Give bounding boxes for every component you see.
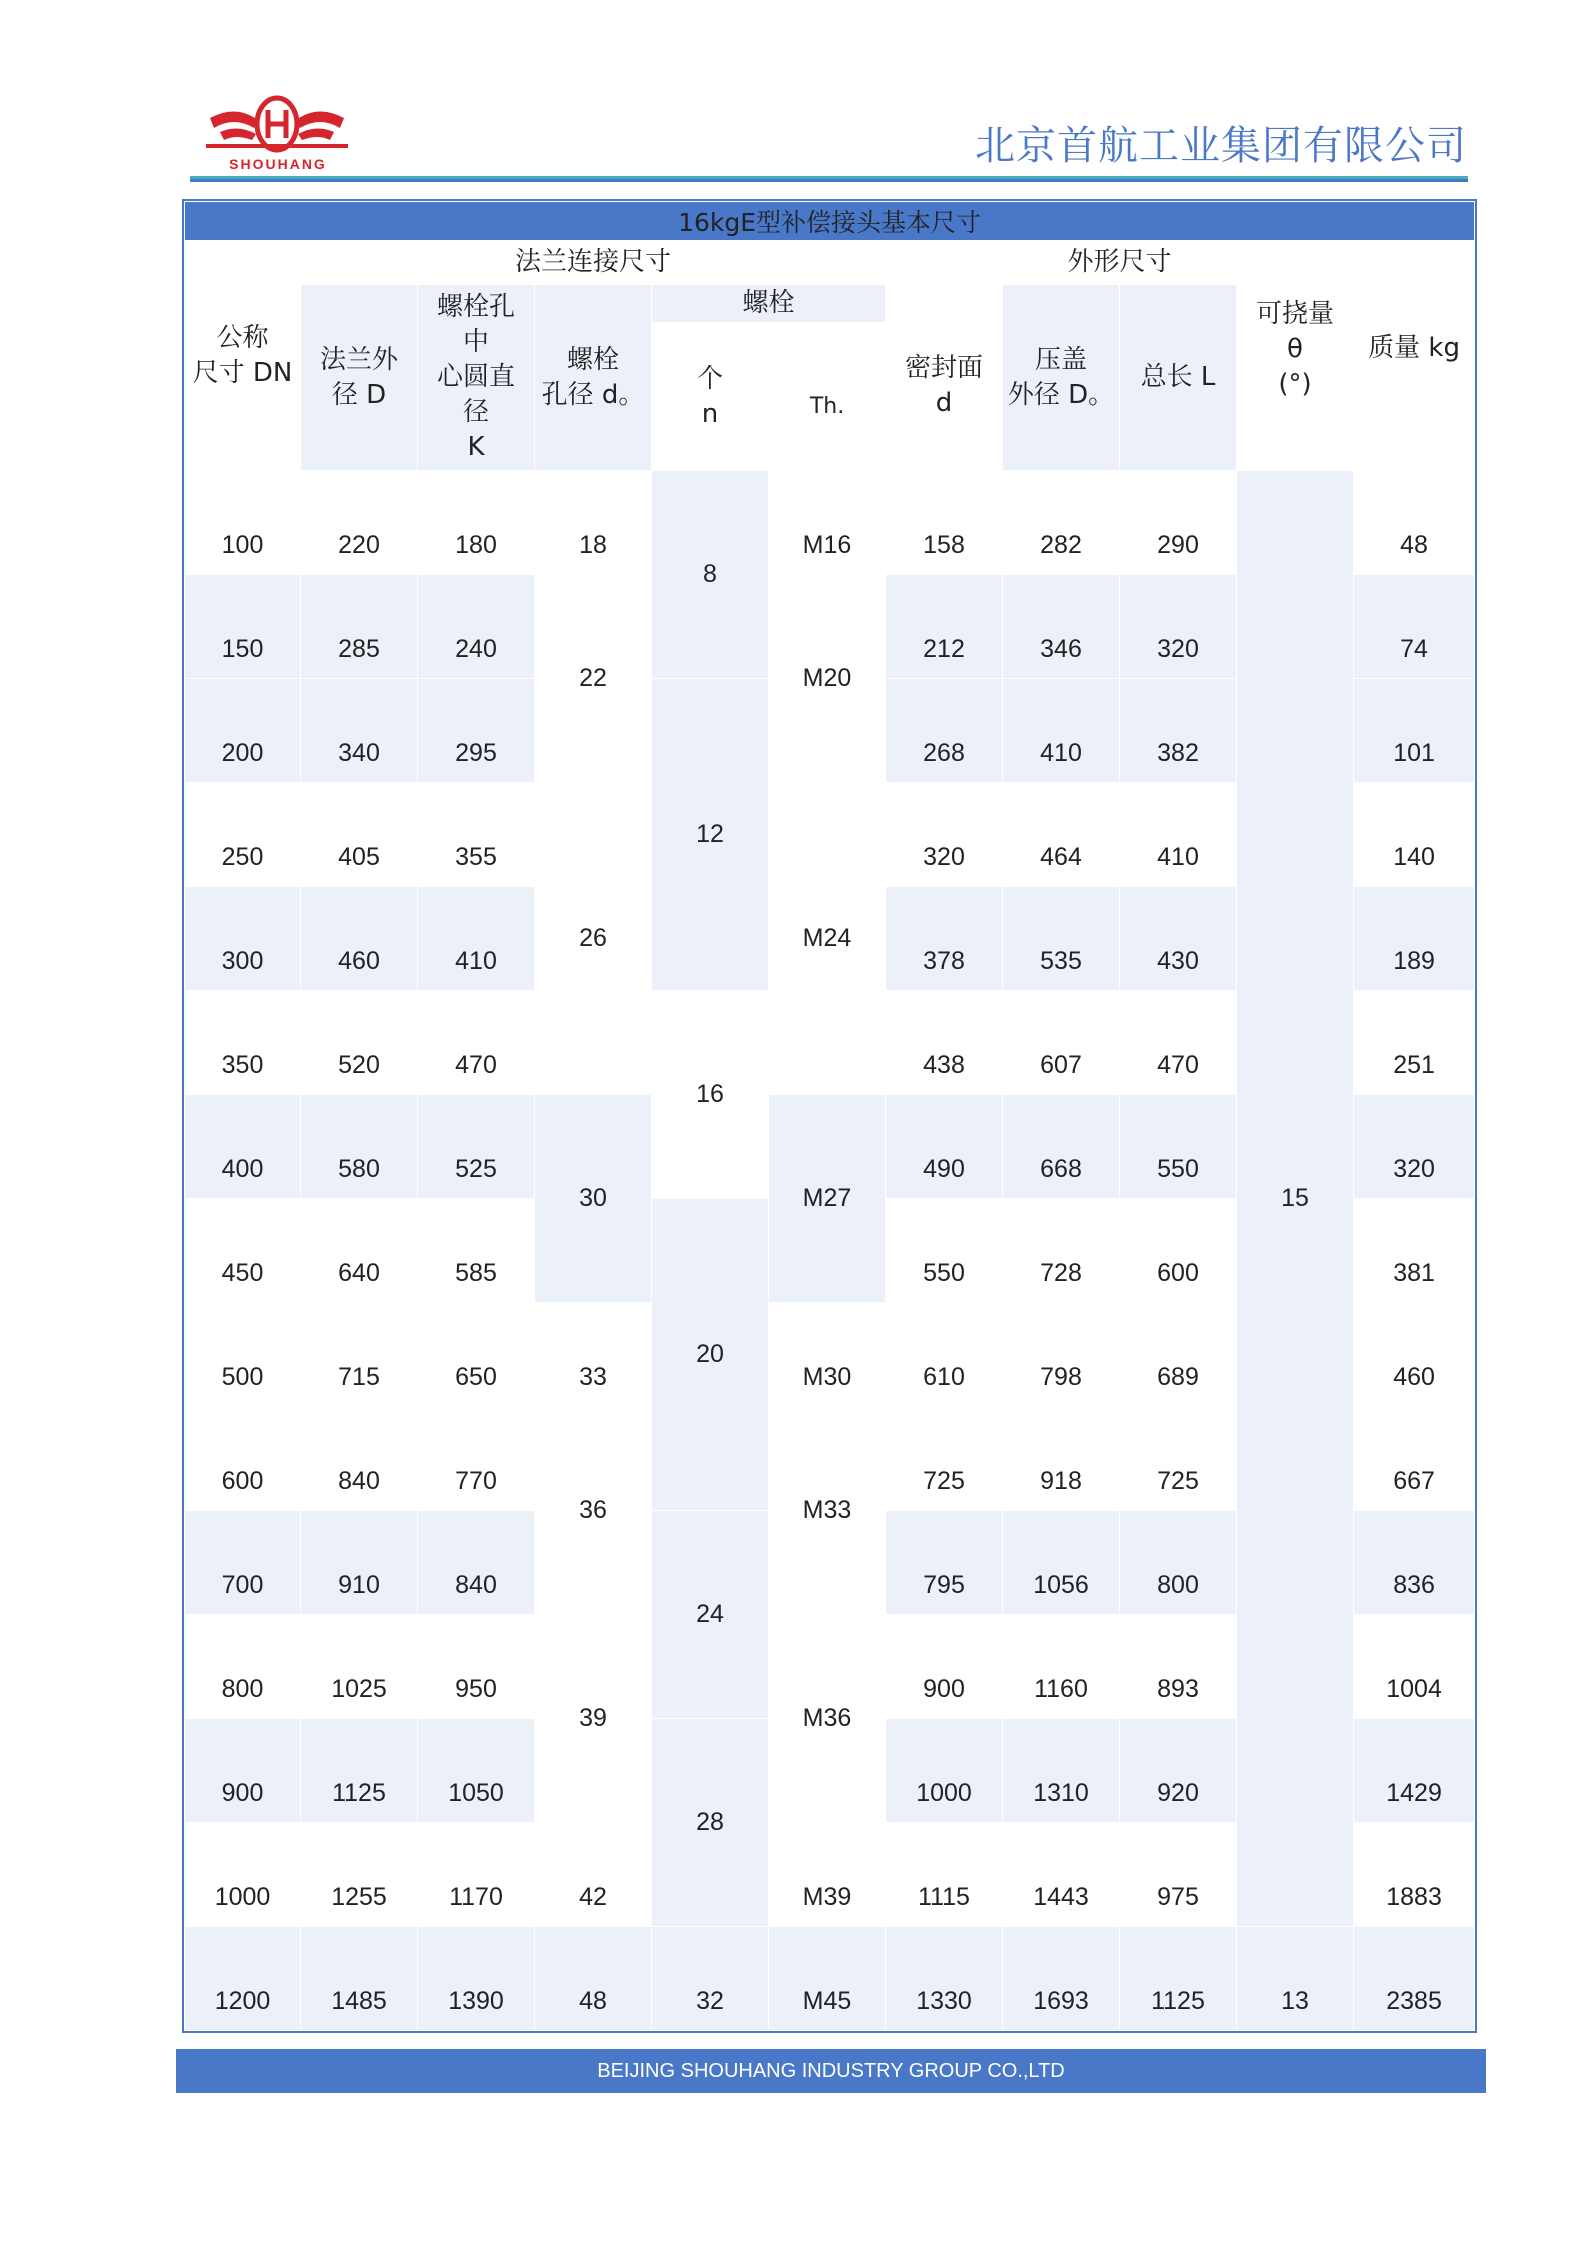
cell-gland-od: 1160 [1003,1615,1120,1719]
cell-gland-od: 410 [1003,679,1120,783]
cell-seal: 610 [886,1303,1003,1407]
cell-seal: 1330 [886,1927,1003,2031]
cell-mass: 1883 [1354,1823,1475,1927]
cell-length: 800 [1120,1511,1237,1615]
cell-mass: 140 [1354,783,1475,887]
company-name: 北京首航工业集团有限公司 [975,123,1467,169]
cell-seal: 1000 [886,1719,1003,1823]
cell-seal: 1115 [886,1823,1003,1927]
cell-thread: M36 [769,1615,886,1823]
cell-bolt-circle: 410 [418,887,535,991]
cell-thread: M27 [769,1095,886,1303]
cell-bolt-hole: 22 [535,575,652,783]
cell-gland-od: 668 [1003,1095,1120,1199]
header-mass: 质量 kg [1354,241,1475,471]
header-divider-blue [190,179,1468,182]
cell-gland-od: 1443 [1003,1823,1120,1927]
cell-gland-od: 607 [1003,991,1120,1095]
cell-thread: M33 [769,1407,886,1615]
cell-dn: 100 [185,471,301,575]
cell-gland-od: 1056 [1003,1511,1120,1615]
cell-bolt-circle: 525 [418,1095,535,1199]
cell-bolt-count: 24 [652,1511,769,1719]
cell-bolt-circle: 840 [418,1511,535,1615]
cell-bolt-hole: 18 [535,471,652,575]
cell-mass: 101 [1354,679,1475,783]
cell-length: 320 [1120,575,1237,679]
cell-seal: 212 [886,575,1003,679]
cell-dn: 400 [185,1095,301,1199]
cell-seal: 900 [886,1615,1003,1719]
cell-bolt-count: 8 [652,471,769,679]
cell-flange-od: 460 [301,887,418,991]
cell-flange-od: 715 [301,1303,418,1407]
cell-thread: M39 [769,1823,886,1927]
cell-dn: 500 [185,1303,301,1407]
header-bolt-count: 个 n [652,323,769,471]
cell-bolt-circle: 770 [418,1407,535,1511]
cell-seal: 320 [886,783,1003,887]
cell-length: 893 [1120,1615,1237,1719]
spec-table [184,201,1475,2031]
cell-mass: 1004 [1354,1615,1475,1719]
cell-flange-od: 1485 [301,1927,418,2031]
cell-length: 725 [1120,1407,1237,1511]
cell-bolt-count: 28 [652,1719,769,1927]
cell-dn: 300 [185,887,301,991]
cell-length: 600 [1120,1199,1237,1303]
cell-flange-od: 640 [301,1199,418,1303]
cell-gland-od: 464 [1003,783,1120,887]
cell-thread: M16 [769,471,886,575]
cell-mass: 74 [1354,575,1475,679]
header-bolt-hole: 螺栓 孔径 d。 [535,285,652,471]
header-dn: 公称 尺寸 DN [185,241,301,471]
cell-mass: 2385 [1354,1927,1475,2031]
header-theta: 可挠量 θ (°) [1237,241,1354,471]
cell-flange-od: 1255 [301,1823,418,1927]
cell-bolt-circle: 950 [418,1615,535,1719]
cell-bolt-hole: 33 [535,1303,652,1407]
cell-flange-od: 840 [301,1407,418,1511]
cell-bolt-circle: 240 [418,575,535,679]
cell-length: 975 [1120,1823,1237,1927]
cell-seal: 268 [886,679,1003,783]
cell-gland-od: 918 [1003,1407,1120,1511]
cell-mass: 667 [1354,1407,1475,1511]
cell-mass: 836 [1354,1511,1475,1615]
cell-length: 410 [1120,783,1237,887]
cell-bolt-count: 32 [652,1927,769,2031]
cell-mass: 189 [1354,887,1475,991]
cell-dn: 200 [185,679,301,783]
header-divider [190,176,1468,182]
cell-mass: 320 [1354,1095,1475,1199]
cell-gland-od: 728 [1003,1199,1120,1303]
header-flange-od: 法兰外 径 D [301,285,418,471]
cell-thread: M20 [769,575,886,783]
cell-bolt-hole: 26 [535,783,652,1095]
cell-dn: 700 [185,1511,301,1615]
footer-text: BEIJING SHOUHANG INDUSTRY GROUP CO.,LTD [597,2060,1065,2082]
header-gland-od: 压盖 外径 D。 [1003,285,1120,471]
header-length: 总长 L [1120,285,1237,471]
cell-flange-od: 285 [301,575,418,679]
footer-bar [176,2049,1486,2093]
cell-flange-od: 1025 [301,1615,418,1719]
cell-bolt-circle: 470 [418,991,535,1095]
cell-bolt-circle: 1170 [418,1823,535,1927]
cell-bolt-circle: 585 [418,1199,535,1303]
cell-length: 689 [1120,1303,1237,1407]
cell-thread: M24 [769,783,886,1095]
cell-gland-od: 346 [1003,575,1120,679]
cell-seal: 490 [886,1095,1003,1199]
cell-flange-od: 910 [301,1511,418,1615]
cell-bolt-circle: 355 [418,783,535,887]
cell-gland-od: 1310 [1003,1719,1120,1823]
cell-dn: 350 [185,991,301,1095]
cell-length: 382 [1120,679,1237,783]
cell-bolt-hole: 30 [535,1095,652,1303]
cell-seal: 158 [886,471,1003,575]
header-flange-group: 法兰连接尺寸 [301,241,886,285]
cell-bolt-circle: 650 [418,1303,535,1407]
cell-gland-od: 1693 [1003,1927,1120,2031]
cell-length: 1125 [1120,1927,1237,2031]
cell-bolt-circle: 180 [418,471,535,575]
cell-flange-od: 220 [301,471,418,575]
header-thread: Th. [769,323,886,471]
cell-seal: 438 [886,991,1003,1095]
cell-mass: 251 [1354,991,1475,1095]
cell-bolt-count: 12 [652,679,769,991]
table-title: 16kgE型补偿接头基本尺寸 [185,202,1475,241]
cell-gland-od: 798 [1003,1303,1120,1407]
cell-dn: 450 [185,1199,301,1303]
cell-length: 430 [1120,887,1237,991]
cell-flange-od: 520 [301,991,418,1095]
cell-dn: 1200 [185,1927,301,2031]
cell-thread: M30 [769,1303,886,1407]
cell-bolt-circle: 1390 [418,1927,535,2031]
cell-gland-od: 282 [1003,471,1120,575]
cell-bolt-circle: 295 [418,679,535,783]
cell-dn: 1000 [185,1823,301,1927]
cell-flange-od: 405 [301,783,418,887]
header-outer-group: 外形尺寸 [1003,241,1237,285]
cell-dn: 800 [185,1615,301,1719]
header-bolt-circle: 螺栓孔 中 心圆直 径 K [418,285,535,471]
cell-seal: 378 [886,887,1003,991]
cell-bolt-hole: 48 [535,1927,652,2031]
cell-bolt-circle: 1050 [418,1719,535,1823]
cell-gland-od: 535 [1003,887,1120,991]
cell-bolt-hole: 36 [535,1407,652,1615]
header-seal: 密封面 d [886,241,1003,471]
cell-bolt-hole: 39 [535,1615,652,1823]
cell-dn: 150 [185,575,301,679]
cell-mass: 48 [1354,471,1475,575]
cell-dn: 600 [185,1407,301,1511]
cell-mass: 1429 [1354,1719,1475,1823]
cell-dn: 250 [185,783,301,887]
cell-bolt-hole: 42 [535,1823,652,1927]
cell-length: 550 [1120,1095,1237,1199]
cell-theta: 13 [1237,1927,1354,2031]
cell-thread: M45 [769,1927,886,2031]
cell-theta: 15 [1237,471,1354,1927]
cell-mass: 381 [1354,1199,1475,1303]
cell-seal: 725 [886,1407,1003,1511]
shouhang-wings-logo-icon [206,94,348,160]
cell-length: 470 [1120,991,1237,1095]
cell-length: 920 [1120,1719,1237,1823]
cell-mass: 460 [1354,1303,1475,1407]
cell-flange-od: 340 [301,679,418,783]
logo-text: SHOUHANG [229,156,327,172]
cell-dn: 900 [185,1719,301,1823]
cell-flange-od: 1125 [301,1719,418,1823]
company-logo [206,94,348,176]
header-bolt-group: 螺栓 [652,285,886,323]
cell-bolt-count: 20 [652,1199,769,1511]
cell-seal: 795 [886,1511,1003,1615]
cell-seal: 550 [886,1199,1003,1303]
cell-flange-od: 580 [301,1095,418,1199]
cell-bolt-count: 16 [652,991,769,1199]
cell-length: 290 [1120,471,1237,575]
